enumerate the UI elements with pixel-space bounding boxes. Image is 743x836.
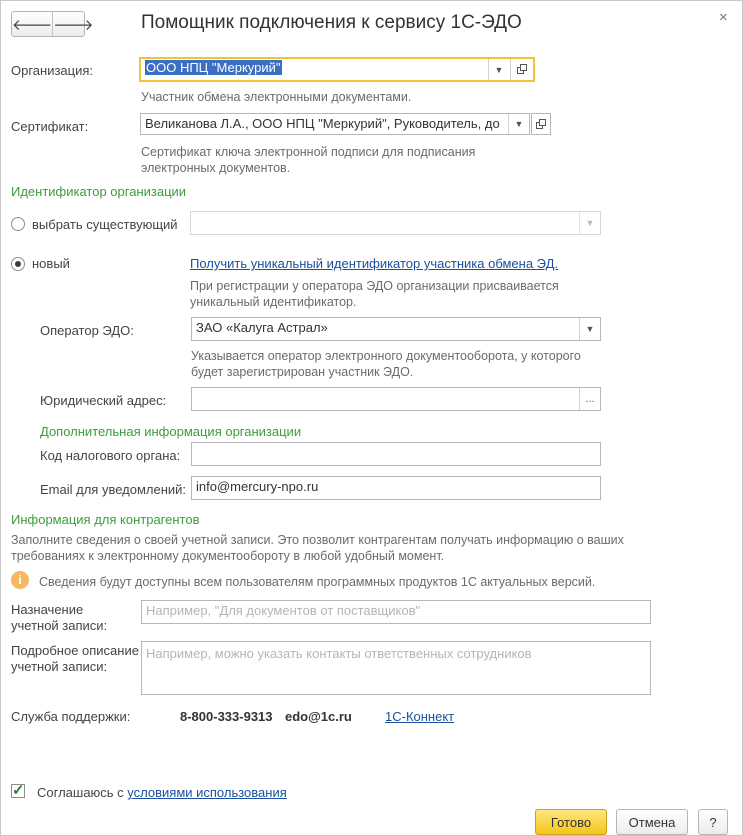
purpose-label-line1: Назначение	[11, 602, 84, 617]
new-id-hint-line2: уникальный идентификатор.	[190, 295, 357, 309]
cancel-button[interactable]: Отмена	[616, 809, 688, 835]
open-window-icon	[517, 64, 528, 75]
existing-id-dropdown-button[interactable]	[579, 212, 600, 234]
description-label-line2: учетной записи:	[11, 659, 108, 674]
organization-value: ООО НПЦ "Меркурий"	[146, 60, 281, 75]
new-id-label[interactable]: новый	[32, 256, 70, 271]
operator-hint-line1: Указывается оператор электронного документооборота, у которого	[191, 349, 581, 363]
done-button[interactable]: Готово	[535, 809, 607, 835]
arrow-right-icon: 🡒	[53, 16, 94, 34]
description-label	[11, 643, 139, 675]
operator-field[interactable]	[191, 317, 601, 341]
tax-office-input[interactable]	[191, 442, 601, 466]
agreement-label	[37, 785, 287, 800]
arrow-left-icon: 🡐	[12, 16, 53, 34]
operator-hint-line2: будет зарегистрирован участник ЭДО.	[191, 365, 414, 379]
email-input[interactable]	[191, 476, 601, 500]
existing-id-field[interactable]	[190, 211, 601, 235]
legal-address-label: Юридический адрес:	[40, 393, 167, 408]
purpose-label	[11, 602, 107, 634]
close-icon[interactable]: ×	[719, 9, 728, 26]
additional-section-title: Дополнительная информация организации	[40, 424, 302, 439]
certificate-open-button[interactable]	[531, 113, 551, 135]
support-label: Служба поддержки:	[11, 709, 131, 724]
email-value: info@mercury-npo.ru	[196, 479, 319, 494]
operator-label: Оператор ЭДО:	[40, 323, 134, 338]
forward-button[interactable]	[52, 12, 93, 36]
agreement-checkbox[interactable]	[11, 784, 25, 798]
new-id-radio[interactable]	[11, 257, 25, 271]
info-icon: i	[11, 571, 29, 589]
help-button[interactable]: ?	[698, 809, 728, 835]
window-title: Помощник подключения к сервису 1С-ЭДО	[141, 12, 522, 33]
back-button[interactable]	[12, 12, 52, 36]
purpose-label-line2: учетной записи:	[11, 618, 108, 633]
terms-link[interactable]: условиями использования	[127, 785, 287, 800]
chevron-down-icon: ▼	[585, 218, 595, 228]
navigation-buttons	[11, 11, 94, 37]
chevron-down-icon: ▼	[494, 64, 504, 75]
tax-office-label: Код налогового органа:	[40, 448, 181, 463]
info-text: Сведения будут доступны всем пользователям программных продуктов 1С актуальных версий.	[39, 575, 596, 589]
chevron-down-icon: ▼	[514, 119, 524, 129]
support-connect-link[interactable]: 1С-Коннект	[385, 709, 455, 724]
support-phone: 8-800-333-9313	[180, 709, 273, 724]
email-label: Email для уведомлений:	[40, 482, 187, 497]
counterparty-section-title: Информация для контрагентов	[11, 512, 200, 527]
existing-id-radio[interactable]	[11, 217, 25, 231]
description-textarea[interactable]	[141, 641, 651, 695]
agreement-text: Соглашаюсь с	[37, 785, 128, 800]
organization-label: Организация:	[11, 63, 94, 78]
support-email: edo@1c.ru	[285, 709, 352, 724]
certificate-hint-line1: Сертификат ключа электронной подписи для подписания	[141, 145, 476, 159]
certificate-field[interactable]	[140, 113, 530, 135]
purpose-placeholder: Например, "Для документов от поставщиков"	[146, 603, 421, 618]
certificate-hint-line2: электронных документов.	[141, 161, 291, 175]
chevron-down-icon: ▼	[585, 324, 595, 334]
counterparty-text-line2: требованиях к электронному документообороту в любой удобный момент.	[11, 549, 445, 563]
organization-hint: Участник обмена электронными документами.	[141, 90, 412, 104]
existing-id-label[interactable]: выбрать существующий	[32, 217, 178, 232]
operator-value: ЗАО «Калуга Астрал»	[196, 320, 328, 335]
description-label-line1: Подробное описание	[11, 643, 139, 658]
identifier-section-title: Идентификатор организации	[11, 184, 187, 199]
certificate-value: Великанова Л.А., ООО НПЦ "Меркурий", Руководитель, до	[145, 116, 500, 131]
new-id-hint-line1: При регистрации у оператора ЭДО организации присваивается	[190, 279, 559, 293]
certificate-dropdown-button[interactable]	[508, 114, 529, 134]
description-placeholder: Например, можно указать контакты ответственных сотрудников	[146, 646, 532, 661]
legal-address-field[interactable]	[191, 387, 601, 411]
counterparty-text-line1: Заполните сведения о своей учетной записи. Это позволит контрагентам получать информацию о ваших	[11, 533, 624, 547]
purpose-input[interactable]	[141, 600, 651, 624]
operator-dropdown-button[interactable]	[579, 318, 600, 340]
certificate-label: Сертификат:	[11, 119, 89, 134]
get-id-link[interactable]: Получить уникальный идентификатор участника обмена ЭД.	[190, 256, 558, 271]
organization-field[interactable]	[139, 57, 535, 82]
legal-address-select-button[interactable]	[579, 388, 600, 410]
organization-dropdown-button[interactable]	[488, 59, 509, 80]
ellipsis-icon: ...	[585, 393, 595, 405]
open-window-icon	[536, 119, 547, 130]
organization-open-button[interactable]	[510, 59, 533, 80]
